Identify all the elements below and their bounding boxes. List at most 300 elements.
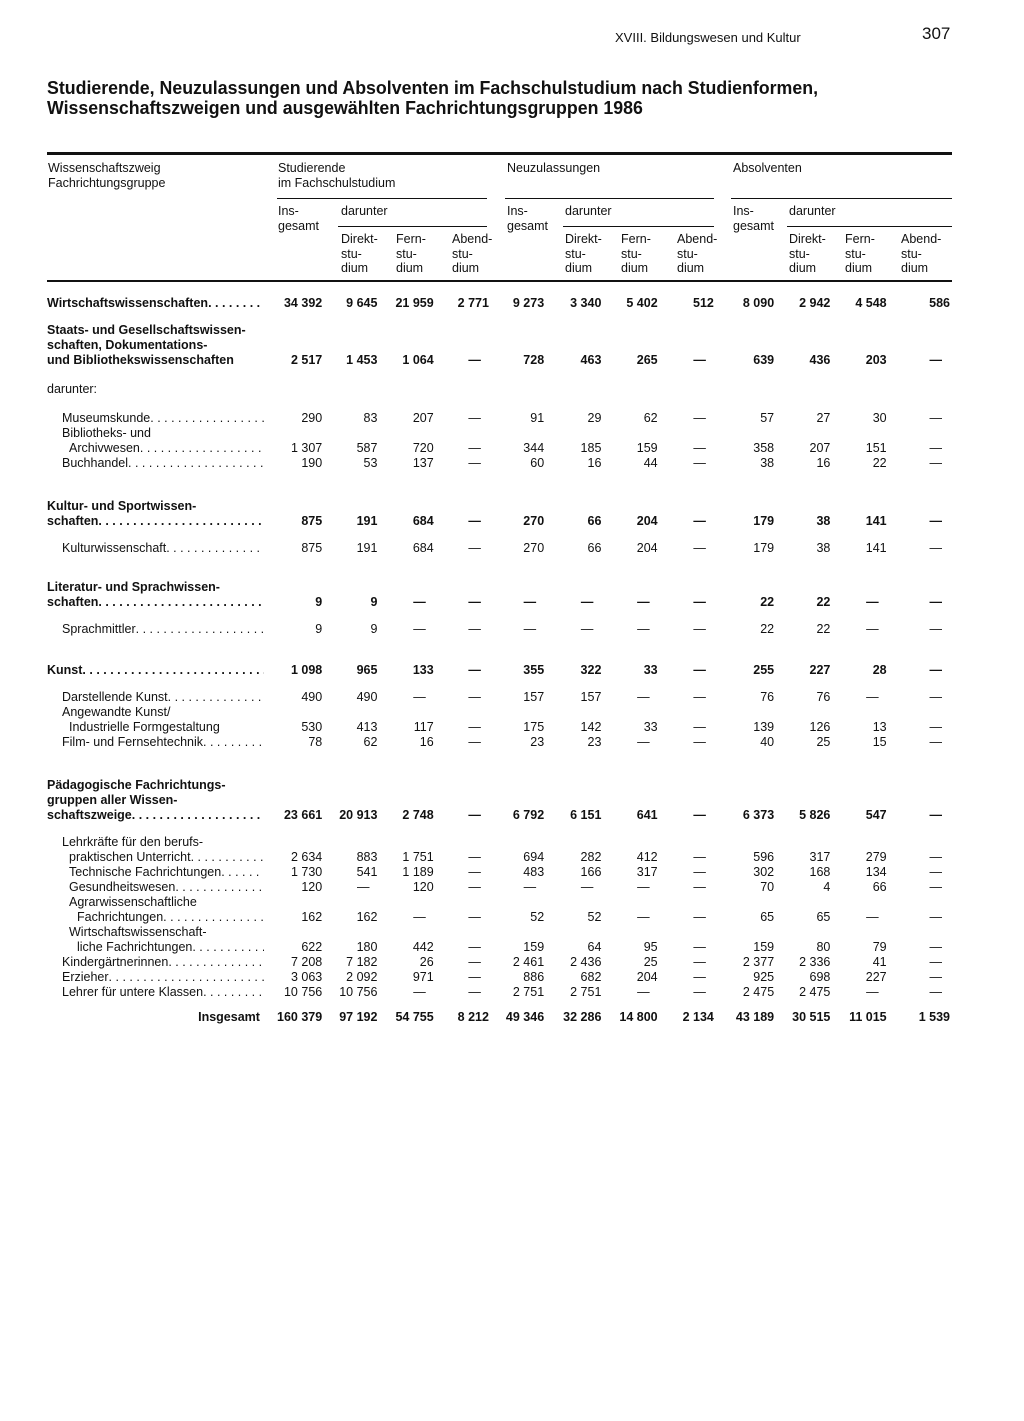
cell-stud-insgesamt — [264, 338, 324, 353]
cell-neu-fern: 95 — [643, 940, 658, 954]
cell-neu-abend — [660, 426, 716, 441]
row-spacer — [47, 556, 952, 580]
table-row-label-continuation — [47, 778, 952, 793]
cell-stud-direkt — [324, 778, 379, 793]
cell-neu-abend: — — [693, 808, 706, 822]
table-row — [47, 541, 952, 556]
table-row — [47, 970, 952, 985]
darunter-rule-1 — [338, 226, 487, 227]
row-label: Bibliotheks- und — [62, 426, 151, 440]
cell-abs-direkt — [776, 426, 832, 441]
cell-abs-abend: — — [929, 940, 942, 954]
cell-neu-direkt — [546, 426, 603, 441]
cell-abs-insgesamt: 639 — [753, 353, 775, 367]
cell-neu-insgesamt: — — [523, 880, 537, 894]
cell-stud-fern: 54 755 — [395, 1010, 434, 1024]
cell-stud-abend: 2 771 — [457, 296, 489, 310]
leader-dots — [136, 622, 264, 637]
row-label: Lehrkräfte für den berufs- — [62, 835, 204, 849]
cell-neu-fern: 159 — [636, 441, 658, 455]
table-row — [47, 835, 952, 850]
cell-stud-insgesamt: 1 098 — [290, 663, 323, 677]
row-label: liche Fachrichtungen . . . — [47, 940, 264, 955]
cell-stud-abend: — — [468, 880, 481, 894]
cell-abs-insgesamt: 596 — [753, 850, 775, 864]
cell-abs-direkt — [776, 580, 832, 595]
cell-abs-direkt: 317 — [809, 850, 831, 864]
cell-abs-abend — [889, 580, 952, 595]
cell-stud-insgesamt: 1 730 — [290, 865, 323, 879]
cell-stud-direkt: 1 453 — [346, 353, 378, 367]
cell-stud-abend: — — [468, 456, 481, 470]
row-label: gruppen aller Wissen- — [47, 793, 178, 807]
cell-neu-direkt: 142 — [580, 720, 602, 734]
row-label: und Bibliothekswissenschaften — [47, 353, 234, 367]
table-row — [47, 441, 952, 456]
leader-dots — [109, 970, 264, 985]
cell-neu-abend: — — [693, 735, 706, 749]
cell-abs-insgesamt: 22 — [760, 595, 775, 609]
cell-neu-abend: — — [693, 595, 706, 609]
cell-neu-insgesamt: 49 346 — [505, 1010, 545, 1024]
leader-dots — [203, 735, 264, 750]
cell-neu-fern: 641 — [636, 808, 658, 822]
cell-stud-fern: 1 064 — [402, 353, 434, 367]
group-rule-studierende — [277, 198, 487, 199]
cell-abs-direkt: 22 — [816, 622, 831, 636]
cell-stud-fern — [379, 895, 435, 910]
cell-neu-fern — [603, 426, 659, 441]
cell-abs-abend: — — [929, 880, 942, 894]
cell-abs-fern — [832, 793, 888, 808]
cell-neu-fern: 44 — [643, 456, 658, 470]
cell-abs-insgesamt — [716, 835, 776, 850]
cell-abs-direkt — [776, 338, 832, 353]
leader-dots — [191, 850, 264, 865]
cell-neu-fern: — — [637, 880, 650, 894]
cell-abs-insgesamt — [716, 323, 776, 338]
cell-stud-abend: — — [468, 720, 481, 734]
cell-stud-abend: — — [468, 955, 481, 969]
cell-neu-abend — [660, 580, 716, 595]
row-label: darunter: — [47, 382, 98, 396]
cell-abs-direkt: 436 — [809, 353, 831, 367]
cell-abs-direkt: 2 336 — [799, 955, 831, 969]
cell-stud-fern: — — [413, 622, 426, 636]
cell-stud-direkt: 83 — [363, 411, 378, 425]
cell-abs-abend — [889, 499, 952, 514]
row-label: Buchhandel . . . — [47, 456, 264, 471]
cell-abs-abend — [889, 793, 952, 808]
table-row — [47, 353, 952, 368]
cell-stud-abend: 8 212 — [457, 1010, 489, 1024]
cell-neu-direkt: 32 286 — [563, 1010, 602, 1024]
cell-stud-insgesamt: 78 — [308, 735, 323, 749]
cell-abs-abend: — — [929, 985, 942, 999]
row-label: Erzieher . . . — [47, 970, 264, 985]
cell-abs-fern — [832, 338, 888, 353]
cell-abs-insgesamt — [716, 499, 776, 514]
cell-abs-abend: — — [929, 735, 942, 749]
table-row-label-continuation — [47, 338, 952, 353]
cell-neu-abend: — — [693, 850, 706, 864]
cell-stud-insgesamt — [264, 426, 324, 441]
cell-stud-abend: — — [468, 514, 481, 528]
cell-abs-abend — [889, 895, 952, 910]
cell-neu-direkt: — — [580, 622, 594, 636]
header-direkt-3: Direkt- stu- dium — [789, 232, 826, 275]
table-row — [47, 622, 952, 637]
row-label: Lehrer für untere Klassen . . . — [47, 985, 264, 1000]
cell-neu-fern: 412 — [636, 850, 658, 864]
cell-stud-direkt: 10 756 — [339, 985, 378, 999]
cell-neu-insgesamt — [491, 925, 546, 940]
row-label: Film- und Fernsehtechnik . . . — [47, 735, 264, 750]
cell-abs-insgesamt: 38 — [760, 456, 775, 470]
cell-stud-abend: — — [468, 985, 481, 999]
table-row — [47, 1010, 952, 1025]
cell-neu-abend: — — [693, 541, 706, 555]
header-insgesamt-1: Ins- gesamt — [278, 204, 319, 233]
cell-abs-insgesamt: 302 — [753, 865, 775, 879]
cell-neu-direkt — [546, 895, 603, 910]
cell-abs-direkt — [776, 499, 832, 514]
row-label: Insgesamt — [198, 1010, 260, 1024]
cell-abs-direkt — [776, 793, 832, 808]
cell-neu-fern: 33 — [643, 720, 658, 734]
cell-neu-abend: — — [693, 456, 706, 470]
cell-stud-direkt: 965 — [356, 663, 378, 677]
cell-neu-direkt — [546, 580, 603, 595]
cell-neu-direkt: 166 — [580, 865, 602, 879]
cell-abs-abend — [889, 382, 952, 397]
cell-abs-direkt: 126 — [809, 720, 831, 734]
row-spacer — [47, 311, 952, 323]
cell-abs-abend: — — [929, 441, 942, 455]
cell-abs-abend: — — [929, 411, 942, 425]
row-label: schaftszweige . . . — [47, 808, 264, 823]
cell-neu-insgesamt — [491, 338, 546, 353]
cell-neu-direkt: 157 — [580, 690, 602, 704]
cell-neu-abend: — — [693, 970, 706, 984]
cell-neu-insgesamt — [491, 426, 546, 441]
row-label: Darstellende Kunst . . . — [47, 690, 264, 705]
cell-neu-insgesamt: 91 — [530, 411, 545, 425]
cell-stud-insgesamt — [264, 895, 324, 910]
cell-neu-fern — [603, 895, 659, 910]
table-row — [47, 720, 952, 735]
title-line-2: Wissenschaftszweigen und ausgewählten Fachrichtungsgruppen 1986 — [47, 97, 643, 118]
cell-stud-insgesamt: 875 — [301, 514, 323, 528]
row-spacer — [47, 368, 952, 382]
cell-stud-fern: 1 751 — [402, 850, 434, 864]
cell-neu-insgesamt — [491, 835, 546, 850]
cell-abs-direkt — [776, 835, 832, 850]
cell-stud-abend: — — [468, 441, 481, 455]
cell-neu-direkt — [546, 499, 603, 514]
cell-abs-abend: — — [929, 595, 942, 609]
cell-abs-insgesamt — [716, 426, 776, 441]
header-absolventen: Absolventen — [733, 161, 802, 175]
cell-neu-insgesamt: — — [523, 622, 537, 636]
cell-abs-abend — [889, 925, 952, 940]
cell-neu-fern — [603, 778, 659, 793]
cell-abs-fern — [832, 580, 888, 595]
cell-stud-insgesamt — [264, 925, 324, 940]
cell-abs-direkt — [776, 925, 832, 940]
cell-abs-direkt: 698 — [809, 970, 831, 984]
cell-stud-abend: — — [468, 970, 481, 984]
row-spacer — [47, 678, 952, 690]
cell-neu-abend: 512 — [693, 296, 714, 310]
title-line-1: Studierende, Neuzulassungen und Absolventen im Fachschulstudium nach Studienformen, — [47, 77, 819, 98]
leader-dots — [208, 296, 264, 311]
cell-neu-insgesamt: 60 — [530, 456, 545, 470]
cell-abs-fern — [832, 778, 888, 793]
cell-stud-direkt: 53 — [363, 456, 378, 470]
cell-abs-insgesamt: 159 — [753, 940, 775, 954]
cell-neu-fern — [603, 338, 659, 353]
cell-abs-direkt — [776, 382, 832, 397]
cell-stud-insgesamt: 120 — [301, 880, 323, 894]
cell-neu-abend: — — [693, 720, 706, 734]
cell-stud-direkt: 9 — [370, 622, 378, 636]
cell-neu-fern: — — [637, 735, 650, 749]
cell-abs-abend — [889, 323, 952, 338]
table-row — [47, 426, 952, 441]
cell-abs-direkt: 227 — [809, 663, 831, 677]
cell-neu-insgesamt — [491, 793, 546, 808]
cell-stud-fern — [379, 323, 435, 338]
table-row — [47, 595, 952, 610]
cell-abs-fern: 203 — [865, 353, 887, 367]
leader-dots — [163, 910, 264, 925]
table-row — [47, 690, 952, 705]
cell-abs-direkt: 25 — [816, 735, 831, 749]
leader-dots — [166, 541, 264, 556]
cell-stud-insgesamt: 23 661 — [283, 808, 323, 822]
cell-neu-direkt: 682 — [580, 970, 602, 984]
header-abend-2: Abend- stu- dium — [677, 232, 718, 275]
cell-neu-direkt — [546, 793, 603, 808]
cell-abs-abend: — — [929, 808, 942, 822]
cell-abs-abend: — — [929, 720, 942, 734]
table-row — [47, 910, 952, 925]
table-row — [47, 514, 952, 529]
cell-stud-direkt — [324, 793, 379, 808]
cell-abs-fern — [832, 426, 888, 441]
cell-stud-direkt: 490 — [356, 690, 378, 704]
cell-abs-fern: 66 — [872, 880, 887, 894]
cell-stud-fern — [379, 793, 435, 808]
cell-abs-fern: 227 — [865, 970, 887, 984]
leader-dots — [203, 985, 264, 1000]
cell-stud-fern: 2 748 — [402, 808, 434, 822]
cell-stud-abend — [436, 778, 491, 793]
stub-header: Wissenschaftszweig Fachrichtungsgruppe — [48, 161, 166, 190]
cell-stud-insgesamt — [264, 778, 324, 793]
cell-neu-insgesamt: 157 — [523, 690, 545, 704]
cell-neu-fern — [603, 705, 659, 720]
row-label: Pädagogische Fachrichtungs- — [47, 778, 226, 792]
header-studierende: Studierende im Fachschulstudium — [278, 161, 396, 190]
cell-abs-direkt: 30 515 — [792, 1010, 831, 1024]
cell-neu-direkt: 463 — [580, 353, 602, 367]
cell-abs-abend: — — [929, 865, 942, 879]
cell-stud-fern: 442 — [412, 940, 434, 954]
cell-abs-direkt — [776, 778, 832, 793]
cell-abs-direkt: 16 — [816, 456, 831, 470]
cell-neu-direkt: 66 — [587, 514, 602, 528]
cell-stud-direkt — [324, 382, 379, 397]
row-label: Industrielle Formgestaltung — [69, 720, 220, 734]
cell-stud-insgesamt: 160 379 — [277, 1010, 323, 1024]
cell-neu-fern — [603, 580, 659, 595]
cell-neu-fern: 25 — [643, 955, 658, 969]
cell-stud-direkt: 191 — [356, 541, 378, 555]
cell-abs-fern: 13 — [872, 720, 887, 734]
cell-stud-direkt: 180 — [356, 940, 378, 954]
cell-abs-abend: — — [929, 910, 942, 924]
table-row-label-continuation — [47, 793, 952, 808]
cell-stud-abend — [436, 705, 491, 720]
cell-abs-direkt: 65 — [816, 910, 831, 924]
cell-neu-insgesamt: 23 — [530, 735, 545, 749]
table-row — [47, 895, 952, 910]
leader-dots — [168, 955, 264, 970]
cell-abs-insgesamt — [716, 338, 776, 353]
row-spacer — [47, 529, 952, 541]
cell-abs-direkt — [776, 323, 832, 338]
cell-stud-insgesamt — [264, 499, 324, 514]
page-number: 307 — [922, 24, 951, 43]
cell-stud-direkt — [324, 835, 379, 850]
cell-stud-direkt — [324, 426, 379, 441]
cell-stud-insgesamt: 190 — [301, 456, 323, 470]
cell-neu-insgesamt: 270 — [523, 514, 545, 528]
cell-neu-abend: 2 134 — [682, 1010, 714, 1024]
cell-neu-fern — [603, 925, 659, 940]
cell-stud-direkt: 7 182 — [346, 955, 378, 969]
leader-dots — [221, 865, 264, 880]
cell-neu-insgesamt — [491, 778, 546, 793]
cell-neu-fern: — — [637, 595, 650, 609]
cell-abs-insgesamt — [716, 793, 776, 808]
cell-stud-abend: — — [468, 865, 481, 879]
cell-neu-direkt: 29 — [587, 411, 602, 425]
cell-neu-fern — [603, 793, 659, 808]
cell-stud-direkt: 62 — [363, 735, 378, 749]
cell-abs-direkt: 38 — [816, 541, 831, 555]
cell-neu-fern: 265 — [636, 353, 658, 367]
cell-stud-direkt — [324, 323, 379, 338]
cell-stud-abend: — — [468, 353, 481, 367]
cell-stud-direkt — [324, 338, 379, 353]
cell-abs-insgesamt — [716, 580, 776, 595]
cell-abs-insgesamt: 8 090 — [742, 296, 775, 310]
cell-neu-abend: — — [693, 690, 706, 704]
cell-abs-fern — [832, 895, 888, 910]
cell-stud-fern: 720 — [412, 441, 434, 455]
row-spacer — [47, 823, 952, 835]
group-rule-neuzulassungen — [505, 198, 714, 199]
cell-neu-abend: — — [693, 985, 706, 999]
cell-abs-fern: — — [866, 595, 879, 609]
cell-abs-abend: — — [929, 514, 942, 528]
cell-stud-abend: — — [468, 690, 481, 704]
cell-stud-fern — [379, 338, 435, 353]
header-insgesamt-2: Ins- gesamt — [507, 204, 548, 233]
cell-stud-fern: 137 — [412, 456, 434, 470]
cell-neu-insgesamt: 886 — [523, 970, 545, 984]
leader-dots — [175, 880, 264, 895]
cell-stud-direkt: 413 — [356, 720, 378, 734]
cell-stud-direkt: 9 — [370, 595, 378, 609]
cell-stud-direkt — [324, 895, 379, 910]
table-row — [47, 850, 952, 865]
cell-neu-abend — [660, 778, 716, 793]
row-label: Gesundheitswesen . . . — [47, 880, 264, 895]
row-label: Wirtschaftswissenschaft- — [69, 925, 207, 939]
running-head: XVIII. Bildungswesen und Kultur — [615, 30, 801, 45]
cell-neu-insgesamt: 728 — [523, 353, 545, 367]
cell-neu-insgesamt: 2 751 — [512, 985, 545, 999]
cell-neu-fern: 33 — [643, 663, 658, 677]
cell-stud-insgesamt: 290 — [301, 411, 323, 425]
cell-neu-direkt: 64 — [587, 940, 602, 954]
cell-neu-abend — [660, 925, 716, 940]
cell-abs-direkt: 38 — [816, 514, 831, 528]
table-row — [47, 382, 952, 397]
cell-stud-fern: 1 189 — [402, 865, 434, 879]
cell-abs-abend: — — [929, 850, 942, 864]
cell-neu-insgesamt: 344 — [523, 441, 545, 455]
table-row-label-continuation — [47, 499, 952, 514]
cell-abs-insgesamt: 925 — [753, 970, 775, 984]
cell-abs-direkt: 2 475 — [799, 985, 831, 999]
group-rule-absolventen — [731, 198, 952, 199]
cell-neu-abend: — — [693, 910, 706, 924]
cell-stud-insgesamt: 2 517 — [290, 353, 323, 367]
cell-abs-fern — [832, 382, 888, 397]
cell-neu-direkt: 16 — [587, 456, 602, 470]
table-row — [47, 735, 952, 750]
cell-stud-fern: 26 — [419, 955, 434, 969]
cell-neu-abend — [660, 338, 716, 353]
row-label: Angewandte Kunst/ — [62, 705, 171, 719]
cell-stud-fern: 684 — [412, 514, 434, 528]
cell-stud-fern — [379, 499, 435, 514]
cell-abs-abend — [889, 705, 952, 720]
cell-stud-fern — [379, 382, 435, 397]
cell-neu-abend: — — [693, 865, 706, 879]
cell-abs-abend — [889, 426, 952, 441]
cell-neu-fern: — — [637, 910, 650, 924]
cell-stud-fern: — — [413, 910, 426, 924]
row-label: Wirtschaftswissenschaften . . . — [47, 296, 264, 311]
cell-abs-fern: 141 — [865, 541, 887, 555]
header-abend-3: Abend- stu- dium — [901, 232, 942, 275]
row-spacer — [47, 610, 952, 622]
cell-abs-abend: — — [929, 663, 942, 677]
cell-abs-insgesamt — [716, 925, 776, 940]
row-label: Agrarwissenschaftliche — [69, 895, 197, 909]
cell-neu-insgesamt: 159 — [523, 940, 545, 954]
cell-stud-abend — [436, 925, 491, 940]
table-row — [47, 925, 952, 940]
cell-stud-abend — [436, 382, 491, 397]
cell-abs-insgesamt: 2 377 — [742, 955, 775, 969]
